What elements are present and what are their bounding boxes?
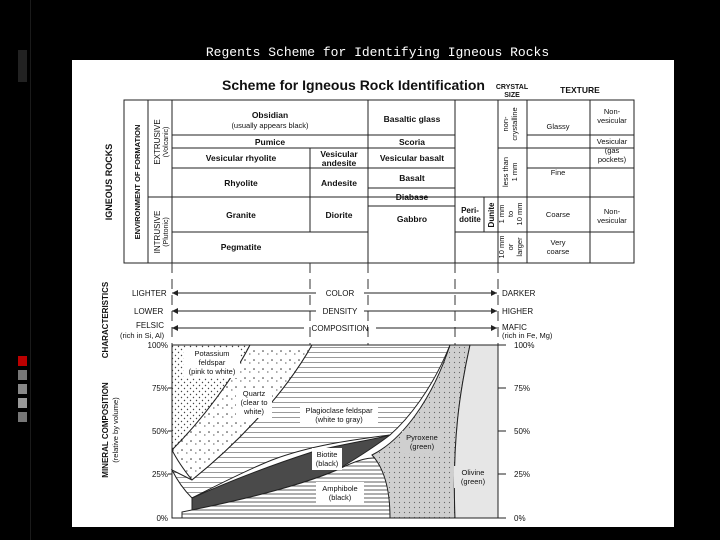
mineral-side-label-1: MINERAL COMPOSITION [101,382,110,478]
texture-labels [546,107,628,256]
rock-obsidian-note: (usually appears black) [231,121,309,130]
rock-pumice: Pumice [254,137,286,147]
rock-dunite: Dunite [487,202,496,228]
rock-diorite: Diorite [325,210,353,220]
diagram-svg [72,60,674,527]
char-left-felsic: FELSIC [136,321,165,330]
rock-diabase: Diabase [395,192,429,202]
char-right-darker: DARKER [502,289,536,298]
texture-very-coarse-1: Very [550,238,566,247]
rock-peridotite-2: dotite [459,215,481,224]
rock-obsidian: Obsidian [251,110,289,120]
mineral-amphibole-1: Amphibole [322,484,358,493]
char-row-color [132,289,536,298]
crystal-size-labels [497,107,524,258]
extrusive-sub-label: (Volcanic) [163,126,170,158]
tick-left-0: 0% [156,514,168,523]
char-row-density [134,307,533,316]
tick-left-100: 100% [147,341,168,350]
mineral-side-label-2: (relative by volume) [111,397,120,463]
rock-gabbro: Gabbro [396,214,428,224]
texture-very-coarse-2: coarse [546,247,570,256]
mineral-quartz-2: (clear to [240,398,268,407]
char-felsic-note: (rich in Si, Al) [120,331,165,340]
mineral-quartz-1: Quartz [242,389,266,398]
tick-left-75: 75% [151,384,168,393]
size-coarse-3: 10 mm [515,202,524,226]
size-fine-1: less than [501,156,510,188]
size-very-coarse-2: or [506,243,515,251]
rock-andesite: Andesite [321,178,357,188]
tick-left-25: 25% [151,470,168,479]
size-noncrystalline-1: non- [501,116,510,132]
char-left-lighter: LIGHTER [132,289,167,298]
rock-rhyolite: Rhyolite [224,178,258,188]
table-title: Scheme for Igneous Rock Identification [222,77,485,93]
char-left-lower: LOWER [134,307,164,316]
mineral-plagioclase-1: Plagioclase feldspar [305,406,373,415]
left-rail [0,0,30,540]
texture-header: TEXTURE [560,85,600,95]
rock-basalt: Basalt [399,173,425,183]
rock-vesicular-andesite-1: Vesicular [320,149,358,159]
char-center-color: COLOR [325,289,355,298]
size-coarse-2: to [506,210,515,218]
char-center-composition: COMPOSITION [311,324,369,333]
texture-nonvesicular-1: Non- [603,107,621,116]
char-center-density: DENSITY [322,307,358,316]
texture-glassy: Glassy [546,122,570,131]
rock-peridotite-1: Peri- [461,206,479,215]
characteristics-rows [120,289,553,340]
mineral-pyroxene-2: (green) [409,442,435,451]
slide-title: Regents Scheme for Identifying Igneous Rocks [205,45,550,60]
size-noncrystalline-2: crystalline [510,107,519,141]
rail-mark-3 [18,384,27,394]
rail-mark-1 [18,356,27,366]
rock-vesicular-andesite-2: andesite [321,158,357,168]
texture-fine: Fine [550,168,566,177]
size-very-coarse-3: larger [515,237,524,257]
texture-vesicular-3: pockets) [597,155,627,164]
intrusive-sub-label: (Plutonic) [163,217,170,247]
tick-right-75: 75% [514,384,531,393]
crystal-size-header-2: SIZE [504,92,520,99]
rail-mark-5 [18,412,27,422]
mineral-biotite-2: (black) [315,459,339,468]
texture-vesicular-1: Vesicular [596,137,628,146]
char-right-higher: HIGHER [502,307,534,316]
extrusive-label: EXTRUSIVE [153,119,162,165]
rock-scoria: Scoria [399,137,425,147]
texture-coarse: Coarse [545,210,571,219]
rock-basaltic-glass: Basaltic glass [383,114,441,124]
mineral-olivine-2: (green) [460,477,486,486]
char-row-composition [120,321,553,340]
size-fine-2: 1 mm [510,162,519,182]
texture-nonvesicular-3: Non- [603,207,621,216]
mineral-potassium-1: Potassium [194,349,230,358]
mineral-olivine-1: Olivine [461,468,485,477]
size-coarse-1: 1 mm [497,204,506,224]
tick-right-100: 100% [514,341,535,350]
crystal-size-header-1: CRYSTAL [495,84,529,91]
rock-pegmatite: Pegmatite [220,242,262,252]
mineral-amphibole-2: (black) [328,493,352,502]
mineral-potassium-2: feldspar [198,358,226,367]
mineral-biotite-1: Biotite [316,450,338,459]
igneous-rock-diagram [72,60,674,527]
characteristics-label: CHARACTERISTICS [101,281,110,359]
rail-line [30,0,31,540]
texture-vesicular-2: (gas [604,146,620,155]
rail-mark-2 [18,370,27,380]
tick-left-50: 50% [151,427,168,436]
size-very-coarse-1: 10 mm [497,235,506,259]
mineral-quartz-3: white) [243,407,265,416]
rock-granite: Granite [226,210,256,220]
rail-mark-4 [18,398,27,408]
texture-nonvesicular-2: vesicular [597,116,627,125]
mineral-potassium-3: (pink to white) [188,367,236,376]
tick-right-0: 0% [514,514,526,523]
rock-names [206,110,496,252]
tick-right-50: 50% [514,427,531,436]
environment-of-formation-text: ENVIRONMENT OF FORMATION [133,124,142,240]
char-right-mafic: MAFIC [502,323,527,332]
intrusive-label: INTRUSIVE [153,210,162,254]
char-mafic-note: (rich in Fe, Mg) [502,331,553,340]
mineral-plagioclase-2: (white to gray) [315,415,363,424]
rock-vesicular-rhyolite: Vesicular rhyolite [205,153,277,163]
tick-right-25: 25% [514,470,531,479]
igneous-rocks-label: IGNEOUS ROCKS [104,143,114,221]
rock-vesicular-basalt: Vesicular basalt [379,153,445,163]
texture-nonvesicular-4: vesicular [597,216,627,225]
mineral-pyroxene-1: Pyroxene [406,433,438,442]
